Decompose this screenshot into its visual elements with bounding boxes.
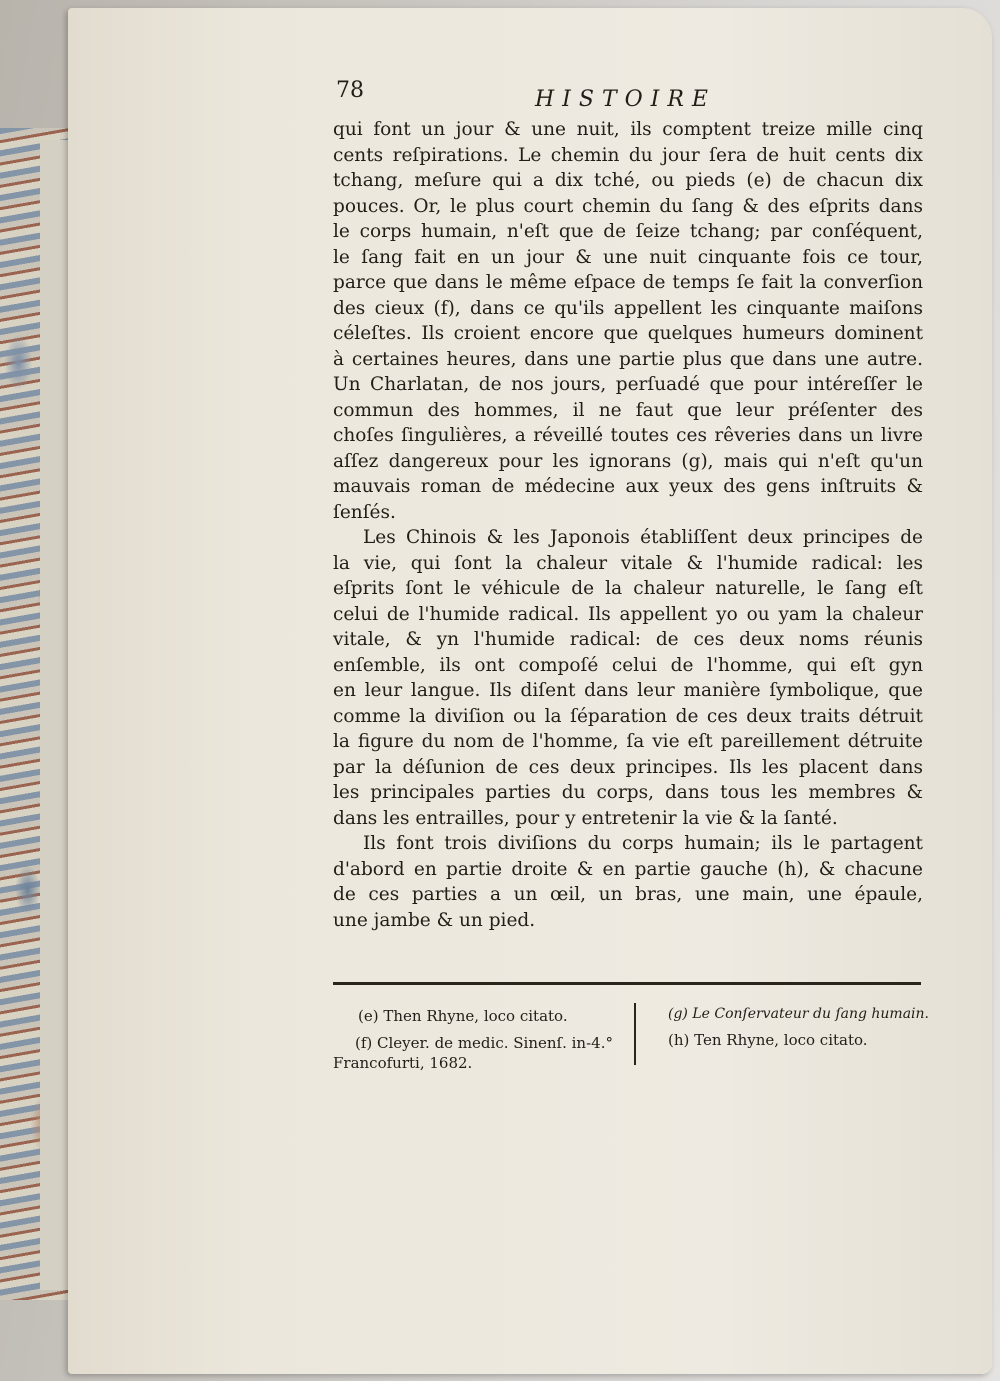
text-line: aſſez dangereux pour les ignorans (g), mais qui n'eſt qu'un — [333, 450, 923, 472]
text-line: Un Charlatan, de nos jours, perſuadé que pour intéreſſer le — [333, 374, 923, 395]
text-line: tchang, meſure qui a dix tché, ou pieds (e) de chacun dix — [333, 170, 923, 191]
text-line: dans les entrailles, pour y entretenir la vie & la ſanté. — [333, 807, 838, 829]
text-line: d'abord en partie droite & en partie gauche (h), & chacune — [333, 858, 923, 880]
text-line: par la déſunion de ces deux principes. Ils les placent dans — [333, 756, 923, 778]
text-line: la vie, qui ſont la chaleur vitale & l'humide radical: les — [333, 552, 923, 574]
text-line: celui de l'humide radical. Ils appellent yo ou yam la chaleur — [333, 603, 923, 625]
text-line: Ils font trois diviſions du corps humain; ils le partagent — [363, 833, 923, 854]
footnote-h: (h) Ten Rhyne, loco citato. — [668, 1031, 868, 1049]
running-title: HISTOIRE — [535, 87, 716, 112]
text-line: cents reſpirations. Le chemin du jour ſera de huit cents dix — [333, 144, 923, 166]
text-line: Les Chinois & les Japonois établiſſent deux principes de — [363, 527, 923, 548]
text-line: comme la diviſion ou la ſéparation de ces deux traits détruit — [333, 705, 923, 727]
footnote-e: (e) Then Rhyne, loco citato. — [358, 1007, 568, 1025]
text-line: parce que dans le même eſpace de temps ſe fait la converſion — [333, 272, 923, 293]
text-line: des cieux (f), dans ce qu'ils appellent les cinquante maiſons — [333, 297, 923, 319]
footnote-rule — [333, 982, 921, 985]
text-line: mauvais roman de médecine aux yeux des gens inſtruits & — [333, 476, 923, 497]
text-line: choſes ſingulières, a réveillé toutes ces rêveries dans un livre — [333, 425, 923, 446]
text-line: céleſtes. Ils croient encore que quelques humeurs dominent — [333, 323, 923, 344]
footnote-divider — [634, 1003, 636, 1065]
text-line: le corps humain, n'eſt que de ſeize tchang; par conſéquent, — [333, 221, 923, 242]
text-line: de ces parties a un œil, un bras, une main, une épaule, — [333, 884, 923, 905]
page-number: 78 — [336, 78, 364, 103]
footnote-g: (g) Le Conſervateur du ſang humain. — [668, 1006, 929, 1022]
text-line: en leur langue. Ils diſent dans leur manière ſymbolique, que — [333, 680, 923, 701]
text-line: vitale, & yn l'humide radical: de ces deux noms réunis — [333, 629, 923, 650]
text-line: une jambe & un pied. — [333, 909, 536, 931]
footnote-f: (f) Cleyer. de medic. Sinenſ. in-4.° — [355, 1034, 613, 1052]
footnote-f-continued: Francofurti, 1682. — [333, 1054, 473, 1072]
text-line: pouces. Or, le plus court chemin du ſang & des eſprits dans — [333, 195, 923, 217]
text-line: commun des hommes, il ne faut que leur préſenter des — [333, 399, 923, 421]
text-line: qui font un jour & une nuit, ils comptent treize mille cinq — [333, 119, 923, 140]
text-line: le ſang fait en un jour & une nuit cinquante fois ce tour, — [333, 246, 923, 268]
text-line: enſemble, ils ont compoſé celui de l'homme, qui eſt gyn — [333, 654, 923, 676]
text-line: eſprits ſont le véhicule de la chaleur naturelle, le ſang eſt — [333, 578, 923, 599]
text-line: à certaines heures, dans une partie plus que dans une autre. — [333, 348, 923, 370]
text-line: les principales parties du corps, dans tous les membres & — [333, 782, 923, 803]
text-line: la figure du nom de l'homme, ſa vie eſt pareillement détruite — [333, 731, 923, 752]
text-line: ſenſés. — [333, 501, 396, 523]
